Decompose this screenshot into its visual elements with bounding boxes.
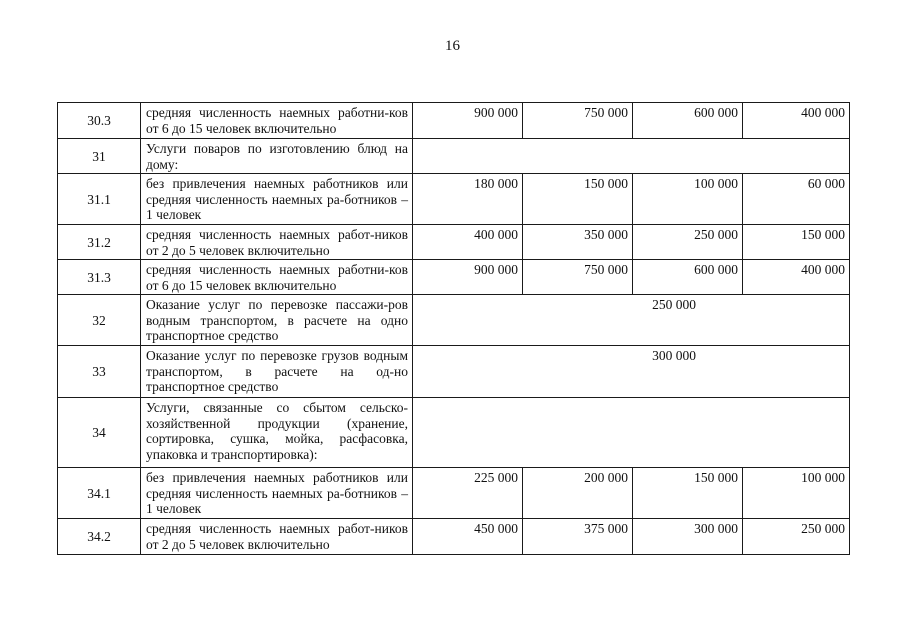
value-cell: 150 000 [633,468,743,519]
value-cell: 150 000 [743,225,850,260]
table-row [58,174,850,225]
row-number: 30.3 [58,103,141,139]
value-cell: 250 000 [633,225,743,260]
value-cell: 750 000 [523,103,633,139]
value-cell: 300 000 [633,519,743,555]
row-number: 31.1 [58,174,141,225]
value-cell: 400 000 [743,103,850,139]
row-description: средняя численность наемных работ-ников от 2 до 5 человек включительно [141,225,413,260]
merged-value-cell: 300 000 [413,346,850,398]
row-description: Оказание услуг по перевозке пассажи-ров водным транспортом, в расчете на одно транспортное средство [141,295,413,346]
row-number: 34 [58,398,141,468]
value-cell: 375 000 [523,519,633,555]
value-cell: 400 000 [743,260,850,295]
row-number: 31 [58,139,141,174]
table-row [58,225,850,260]
tariff-table [57,102,850,555]
row-description: средняя численность наемных работни-ков от 6 до 15 человек включительно [141,103,413,139]
value-cell: 200 000 [523,468,633,519]
table-row [58,346,850,398]
value-cell: 180 000 [413,174,523,225]
row-description: средняя численность наемных работ-ников от 2 до 5 человек включительно [141,519,413,555]
row-description: Услуги поваров по изготовлению блюд на дому: [141,139,413,174]
value-cell: 900 000 [413,103,523,139]
value-cell: 100 000 [633,174,743,225]
empty-cell [413,139,850,174]
table-row [58,103,850,139]
table-row [58,139,850,174]
row-number: 32 [58,295,141,346]
row-number: 33 [58,346,141,398]
row-number: 34.2 [58,519,141,555]
table-row [58,398,850,468]
row-number: 31.2 [58,225,141,260]
value-cell: 150 000 [523,174,633,225]
table-row [58,260,850,295]
value-cell: 750 000 [523,260,633,295]
row-description: без привлечения наемных работников или средняя численность наемных ра-ботников – 1 человек [141,174,413,225]
table-row [58,295,850,346]
merged-value-cell: 250 000 [413,295,850,346]
value-cell: 225 000 [413,468,523,519]
empty-cell [413,398,850,468]
row-number: 34.1 [58,468,141,519]
value-cell: 450 000 [413,519,523,555]
row-description: средняя численность наемных работни-ков от 6 до 15 человек включительно [141,260,413,295]
table-row [58,468,850,519]
value-cell: 400 000 [413,225,523,260]
value-cell: 900 000 [413,260,523,295]
value-cell: 600 000 [633,260,743,295]
row-description: Оказание услуг по перевозке грузов водным транспортом, в расчете на од-но транспортное средство [141,346,413,398]
value-cell: 250 000 [743,519,850,555]
row-number: 31.3 [58,260,141,295]
row-description: без привлечения наемных работников или средняя численность наемных ра-ботников – 1 человек [141,468,413,519]
page-number: 16 [445,38,460,54]
table-row [58,519,850,555]
value-cell: 600 000 [633,103,743,139]
value-cell: 350 000 [523,225,633,260]
value-cell: 60 000 [743,174,850,225]
row-description: Услуги, связанные со сбытом сельско-хозяйственной продукции (хранение, сортировка, сушка, мойка, расфасовка, упаковка и транспортировка): [141,398,413,468]
value-cell: 100 000 [743,468,850,519]
